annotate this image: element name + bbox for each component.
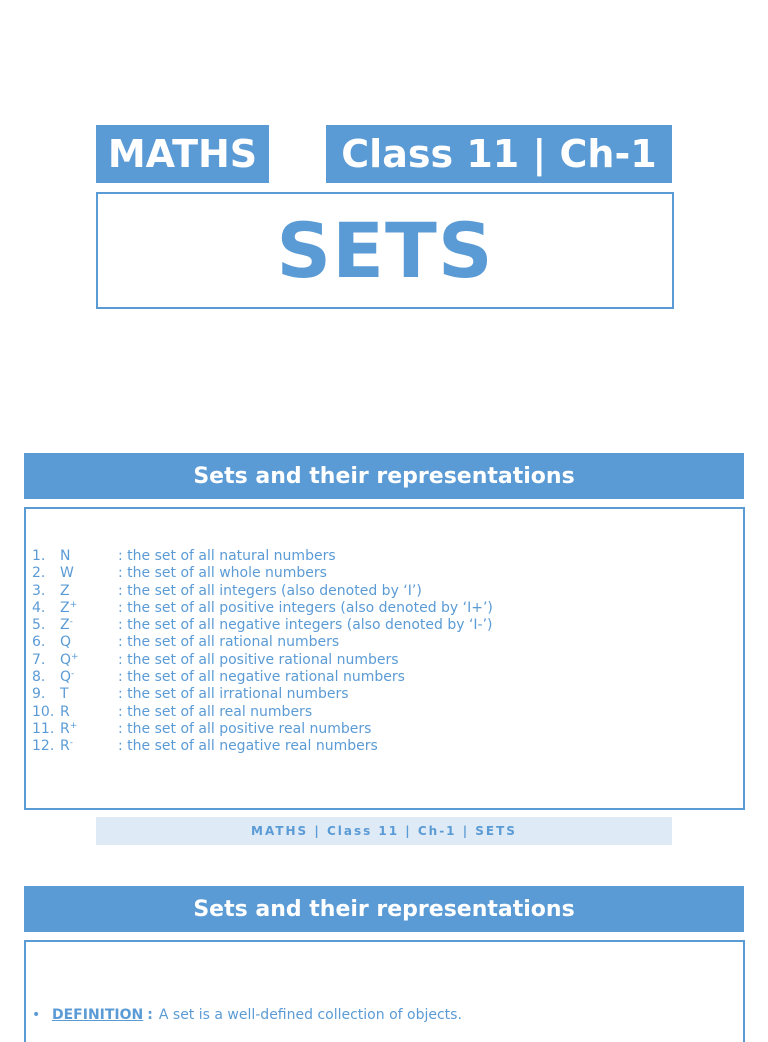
subject-label: MATHS <box>96 125 269 183</box>
item-number: 2. <box>32 565 46 582</box>
set-symbol <box>60 600 118 617</box>
set-symbol-letter: Q <box>60 651 72 668</box>
list-item <box>32 669 493 686</box>
set-symbol-letter: R <box>60 738 70 755</box>
definition-term: DEFINITION <box>52 1007 144 1023</box>
notation-list <box>32 548 493 756</box>
set-description: : the set of all whole numbers <box>118 565 327 582</box>
section-header: Sets and their representations <box>24 453 744 499</box>
set-description: : the set of all rational numbers <box>118 634 340 651</box>
list-item <box>32 721 493 738</box>
notation-panel <box>24 507 745 810</box>
list-item <box>32 652 493 669</box>
set-symbol-sign: - <box>69 738 73 749</box>
set-description: : the set of all positive rational numbers <box>118 651 399 668</box>
set-symbol-sign: - <box>71 669 75 680</box>
title-box <box>96 192 674 309</box>
set-description: : the set of all real numbers <box>118 703 313 720</box>
set-symbol <box>60 686 118 703</box>
list-item <box>32 704 493 721</box>
set-description: : the set of all negative real numbers <box>118 738 378 755</box>
set-symbol <box>60 583 118 600</box>
set-symbol-letter: Q <box>60 669 72 686</box>
set-symbol-letter: Z <box>60 617 70 634</box>
set-description: : the set of all natural numbers <box>118 548 336 564</box>
set-symbol-sign: - <box>69 617 73 628</box>
set-symbol-letter: R <box>60 703 70 720</box>
item-number: 11. <box>32 720 55 737</box>
set-symbol <box>60 548 118 565</box>
set-symbol-letter: R <box>60 720 70 737</box>
list-item <box>32 583 493 600</box>
set-description: : the set of all negative rational numbers <box>118 669 405 686</box>
list-item <box>32 617 493 634</box>
set-symbol <box>60 704 118 721</box>
page-footer: MATHS | Class 11 | Ch-1 | SETS <box>96 817 672 845</box>
set-symbol <box>60 669 118 686</box>
item-number: 6. <box>32 634 46 651</box>
set-symbol-letter: Q <box>60 634 72 651</box>
set-symbol-letter: T <box>60 686 69 703</box>
set-description: : the set of all positive real numbers <box>118 720 372 737</box>
list-item <box>32 686 493 703</box>
set-symbol <box>60 634 118 651</box>
list-item <box>32 565 493 582</box>
set-description: : the set of all negative integers (also denoted by ‘I-’) <box>118 617 493 634</box>
item-number: 5. <box>32 617 46 634</box>
set-symbol <box>60 738 118 755</box>
set-symbol-sign: + <box>69 720 78 731</box>
item-number: 3. <box>32 582 46 599</box>
list-item <box>32 548 493 565</box>
set-description: : the set of all positive integers (also denoted by ‘I+’) <box>118 599 493 616</box>
set-description: : the set of all irrational numbers <box>118 686 349 703</box>
bullet-icon: • <box>32 1007 41 1023</box>
item-number: 7. <box>32 651 46 668</box>
list-item <box>32 738 493 755</box>
list-item <box>32 600 493 617</box>
set-symbol-sign: + <box>71 651 79 662</box>
item-number: 1. <box>32 548 46 564</box>
set-symbol <box>60 617 118 634</box>
set-symbol-letter: N <box>60 548 71 564</box>
item-number: 8. <box>32 669 46 686</box>
section-header: Sets and their representations <box>24 886 744 932</box>
set-symbol <box>60 721 118 738</box>
list-item <box>32 634 493 651</box>
item-number: 12. <box>32 738 55 755</box>
page-title: SETS <box>276 206 494 295</box>
definition-panel <box>24 940 745 1042</box>
item-number: 4. <box>32 599 46 616</box>
set-symbol <box>60 565 118 582</box>
item-number: 10. <box>32 703 55 720</box>
definition-colon: : <box>147 1007 153 1023</box>
set-symbol-letter: Z <box>60 582 70 599</box>
set-description: : the set of all integers (also denoted by ‘I’) <box>118 582 422 599</box>
set-symbol-sign: + <box>69 599 78 610</box>
set-symbol-letter: W <box>60 565 74 582</box>
item-number: 9. <box>32 686 46 703</box>
class-chapter-label: Class 11 | Ch-1 <box>326 125 672 183</box>
definition-text: A set is a well-defined collection of objects. <box>158 1007 462 1023</box>
set-symbol-letter: Z <box>60 599 70 616</box>
definition-item <box>32 1007 462 1023</box>
set-symbol <box>60 652 118 669</box>
